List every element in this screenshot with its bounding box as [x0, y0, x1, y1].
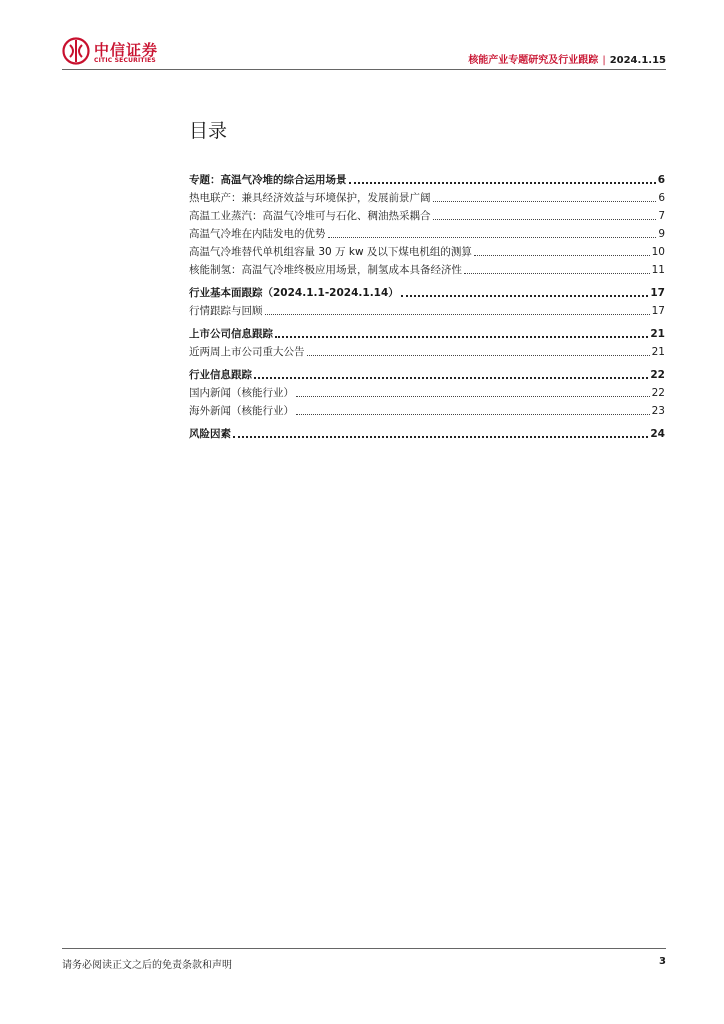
toc-section-entry[interactable] [189, 283, 665, 300]
toc-dot-leader [296, 413, 650, 415]
brand-name-en: CITIC SECURITIES [94, 57, 156, 64]
toc-entry-page: 7 [658, 210, 665, 222]
toc-entry-page: 22 [650, 369, 665, 381]
toc-sub-entry[interactable] [189, 241, 665, 259]
toc-entry-page: 9 [658, 228, 665, 240]
toc-sub-entry[interactable] [189, 400, 665, 418]
toc-entry-label: 行业信息跟踪 [189, 369, 252, 381]
citic-securities-logo [62, 37, 162, 67]
toc-entry-label: 高温气冷堆在内陆发电的优势 [189, 228, 326, 240]
toc-entry-page: 22 [651, 387, 665, 399]
toc-entry-label: 高温气冷堆替代单机组容量 30 万 kw 及以下煤电机组的测算 [189, 246, 472, 258]
toc-entry-page: 6 [657, 174, 665, 186]
page-header [62, 35, 666, 71]
toc-sub-entry[interactable] [189, 223, 665, 241]
toc-entry-page: 24 [650, 428, 665, 440]
toc-dot-leader [275, 335, 648, 338]
citic-logo-icon [62, 37, 90, 65]
toc-dot-leader [307, 354, 650, 356]
page-number: 3 [659, 956, 666, 967]
header-divider [62, 69, 666, 70]
toc-entry-page: 11 [651, 264, 665, 276]
toc-section-entry[interactable] [189, 424, 665, 441]
header-separator: | [602, 55, 606, 66]
toc-entry-page: 23 [651, 405, 665, 417]
header-report-info [468, 51, 666, 66]
table-of-contents [189, 170, 665, 441]
toc-section-entry[interactable] [189, 170, 665, 187]
toc-entry-label: 海外新闻（核能行业） [189, 405, 294, 417]
toc-dot-leader [265, 313, 650, 315]
toc-title: 目录 [189, 120, 228, 142]
toc-dot-leader [254, 376, 648, 379]
toc-sub-entry[interactable] [189, 300, 665, 318]
report-date: 2024.1.15 [609, 55, 666, 66]
toc-sub-entry[interactable] [189, 259, 665, 277]
toc-dot-leader [401, 294, 649, 297]
toc-entry-label: 高温工业蒸汽：高温气冷堆可与石化、稠油热采耦合 [189, 210, 431, 222]
toc-entry-label: 国内新闻（核能行业） [189, 387, 294, 399]
toc-entry-label: 专题：高温气冷堆的综合运用场景 [189, 174, 347, 186]
toc-dot-leader [464, 272, 650, 274]
toc-dot-leader [433, 200, 657, 202]
toc-entry-page: 10 [651, 246, 665, 258]
toc-entry-page: 21 [650, 328, 665, 340]
toc-entry-page: 6 [658, 192, 665, 204]
toc-dot-leader [474, 254, 650, 256]
toc-dot-leader [433, 218, 657, 220]
brand-name-cn: 中信证券 [94, 41, 159, 59]
toc-entry-label: 行情跟踪与回顾 [189, 305, 263, 317]
toc-entry-label: 核能制氢：高温气冷堆终极应用场景，制氢成本具备经济性 [189, 264, 462, 276]
toc-sub-entry[interactable] [189, 187, 665, 205]
toc-dot-leader [233, 435, 648, 438]
report-name: 核能产业专题研究及行业跟踪 [468, 55, 599, 66]
toc-sub-entry[interactable] [189, 382, 665, 400]
toc-entry-label: 近两周上市公司重大公告 [189, 346, 305, 358]
toc-sub-entry[interactable] [189, 341, 665, 359]
toc-section-entry[interactable] [189, 365, 665, 382]
toc-entry-page: 21 [651, 346, 665, 358]
toc-sub-entry[interactable] [189, 205, 665, 223]
footer-divider [62, 948, 666, 949]
toc-dot-leader [349, 181, 656, 184]
toc-section-entry[interactable] [189, 324, 665, 341]
toc-entry-label: 行业基本面跟踪（2024.1.1-2024.1.14） [189, 287, 399, 299]
footer-disclaimer: 请务必阅读正文之后的免责条款和声明 [62, 960, 232, 971]
toc-entry-page: 17 [651, 305, 665, 317]
toc-dot-leader [328, 236, 657, 238]
toc-entry-page: 17 [650, 287, 665, 299]
toc-entry-label: 热电联产：兼具经济效益与环境保护，发展前景广阔 [189, 192, 431, 204]
toc-entry-label: 上市公司信息跟踪 [189, 328, 273, 340]
toc-dot-leader [296, 395, 650, 397]
toc-entry-label: 风险因素 [189, 428, 231, 440]
